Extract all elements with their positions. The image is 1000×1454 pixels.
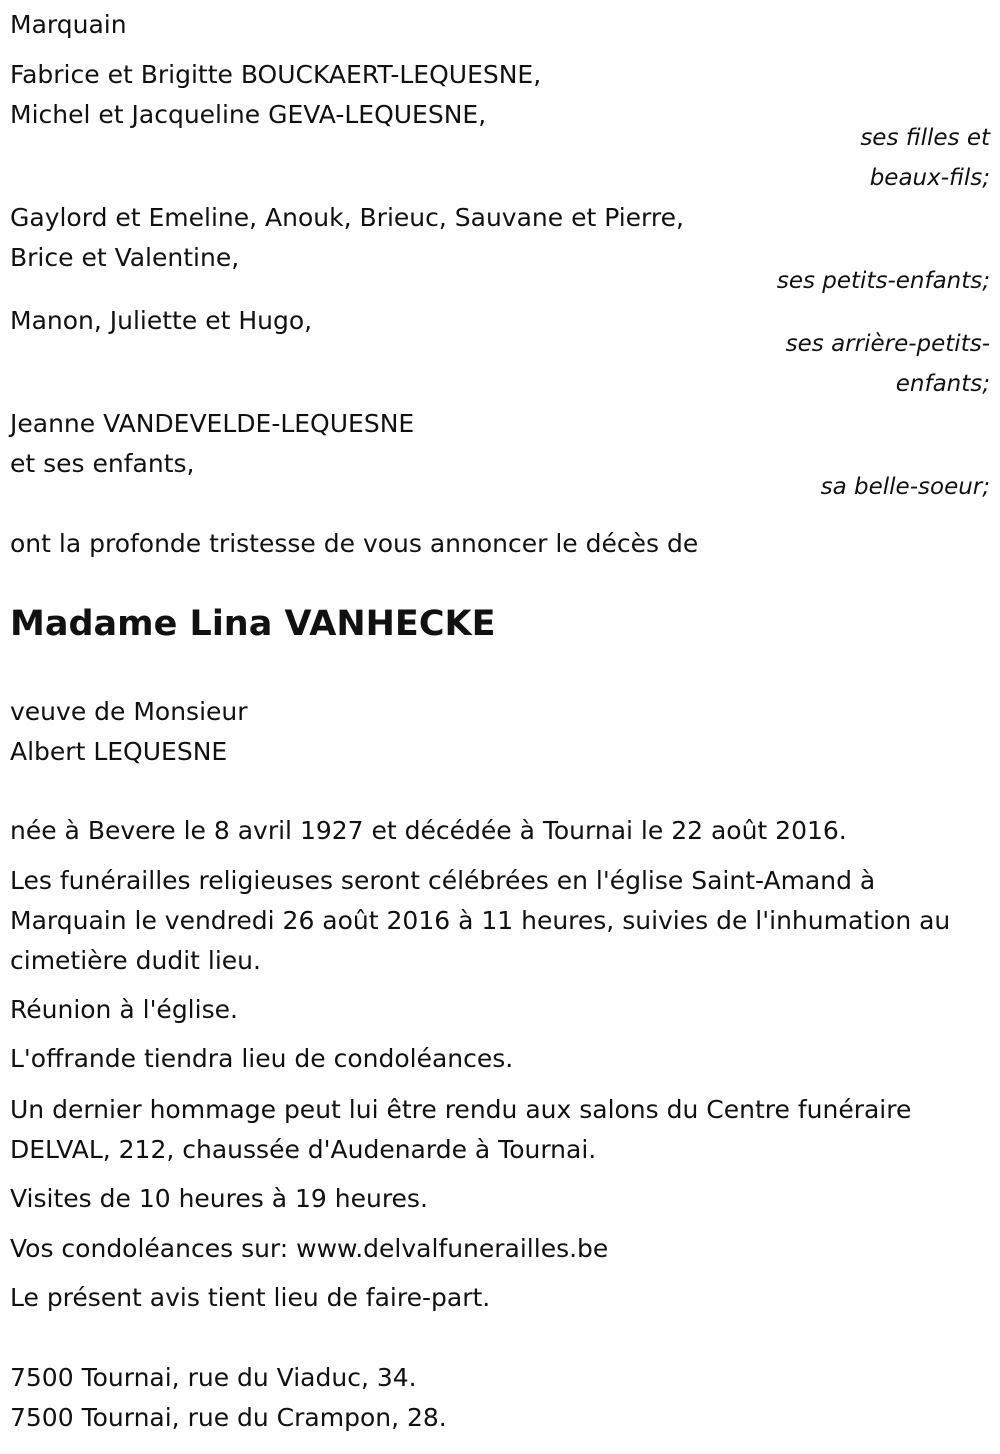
- daughters-line-1: Fabrice et Brigitte BOUCKAERT-LEQUESNE,: [10, 60, 542, 89]
- widow-line-1: veuve de Monsieur: [10, 697, 248, 726]
- notice: Le présent avis tient lieu de faire-part.: [10, 1283, 491, 1312]
- sister-in-law-line-2: et ses enfants,: [10, 449, 195, 478]
- condolences: Vos condoléances sur: www.delvalfunerailles.be: [10, 1234, 609, 1263]
- visits: Visites de 10 heures à 19 heures.: [10, 1184, 428, 1213]
- grandchildren-role: ses petits-enfants;: [776, 268, 990, 294]
- great-grandchildren-role-line-2: enfants;: [895, 371, 990, 397]
- sister-in-law-line-1: Jeanne VANDEVELDE-LEQUESNE: [10, 409, 415, 438]
- sister-in-law-role: sa belle-soeur;: [820, 474, 990, 500]
- daughters-role-line-2: beaux-fils;: [869, 165, 990, 191]
- deceased-name: Madame Lina VANHECKE: [10, 604, 496, 644]
- great-grandchildren-line-1: Manon, Juliette et Hugo,: [10, 306, 313, 335]
- announcement-intro: ont la profonde tristesse de vous annoncer le décès de: [10, 529, 699, 558]
- funeral-line-1: Les funérailles religieuses seront célébrées en l'église Saint-Amand à: [10, 866, 876, 895]
- daughters-role-line-1: ses filles et: [860, 125, 990, 151]
- homage-line-1: Un dernier hommage peut lui être rendu aux salons du Centre funéraire: [10, 1095, 912, 1124]
- birth-death: née à Bevere le 8 avril 1927 et décédée à Tournai le 22 août 2016.: [10, 816, 847, 845]
- homage-line-2: DELVAL, 212, chaussée d'Audenarde à Tournai.: [10, 1135, 597, 1164]
- offering: L'offrande tiendra lieu de condoléances.: [10, 1044, 514, 1073]
- daughters-line-2: Michel et Jacqueline GEVA-LEQUESNE,: [10, 100, 487, 129]
- meeting: Réunion à l'église.: [10, 995, 238, 1024]
- grandchildren-line-1: Gaylord et Emeline, Anouk, Brieuc, Sauvane et Pierre,: [10, 203, 684, 232]
- widow-line-2: Albert LEQUESNE: [10, 737, 228, 766]
- funeral-line-3: cimetière dudit lieu.: [10, 946, 261, 975]
- address-line-1: 7500 Tournai, rue du Viaduc, 34.: [10, 1363, 417, 1392]
- grandchildren-line-2: Brice et Valentine,: [10, 243, 240, 272]
- funeral-line-2: Marquain le vendredi 26 août 2016 à 11 heures, suivies de l'inhumation au: [10, 906, 951, 935]
- locality: Marquain: [10, 10, 127, 39]
- great-grandchildren-role-line-1: ses arrière-petits-: [785, 331, 990, 357]
- address-line-2: 7500 Tournai, rue du Crampon, 28.: [10, 1403, 447, 1432]
